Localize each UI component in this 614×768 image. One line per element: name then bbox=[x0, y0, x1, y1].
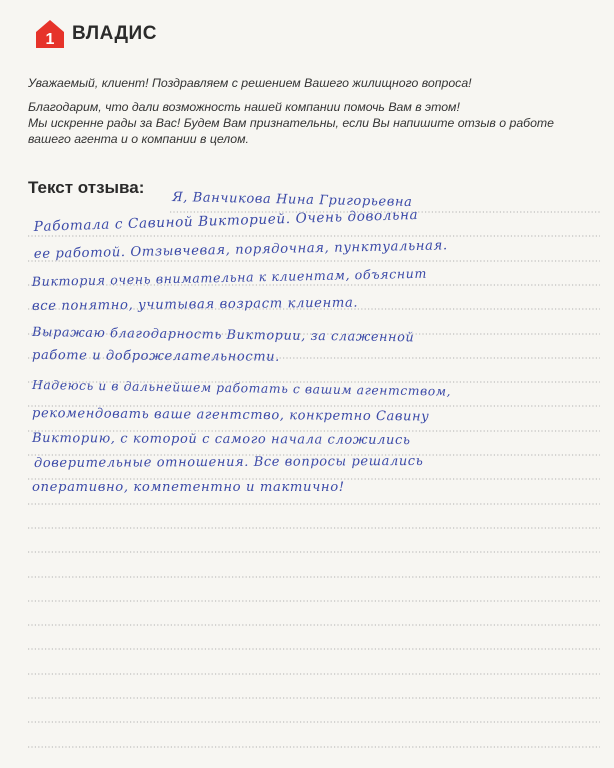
handwriting-line: оперативно, компетентно и тактично! bbox=[32, 480, 345, 495]
handwriting-line: Я, Ванчикова Нина Григорьевна bbox=[172, 190, 413, 211]
thanks-line-1: Благодарим, что дали возможность нашей компании помочь Вам в этом! bbox=[28, 100, 460, 114]
greeting-line: Уважаемый, клиент! Поздравляем с решением Вашего жилищного вопроса! bbox=[28, 76, 472, 90]
handwriting-line: ее работой. Отзывчевая, порядочная, пунктуальная. bbox=[33, 238, 448, 262]
handwriting-line: рекомендовать ваше агентство, конкретно Савину bbox=[32, 406, 430, 425]
review-heading: Текст отзыва: bbox=[28, 178, 145, 197]
handwriting-line: Работала с Савиной Викторией. Очень довольна bbox=[33, 206, 419, 235]
handwriting-line: Надеюсь и в дальнейшем работать с вашим агентством, bbox=[32, 378, 452, 399]
logo-text: ВЛАДИС bbox=[72, 23, 157, 44]
handwriting-line: Виктория очень внимательна к клиентам, объяснит bbox=[31, 265, 428, 289]
handwriting-line: работе и доброжелательности. bbox=[32, 348, 280, 365]
thanks-line-2: Мы искренне рады за Вас! Будем Вам признательны, если Вы напишите отзыв о работе bbox=[28, 116, 555, 130]
handwriting-line: все понятно, учитывая возраст клиента. bbox=[31, 295, 359, 314]
logo-digit: 1 bbox=[45, 31, 55, 48]
handwriting-line: Викторию, с которой с самого начала сложились bbox=[32, 431, 411, 448]
thanks-line-3: вашего агента и о компании в целом. bbox=[28, 132, 249, 146]
handwriting-line: Выражаю благодарность Виктории, за слаженной bbox=[32, 325, 415, 346]
handwriting-line: доверительные отношения. Все вопросы решались bbox=[33, 453, 424, 471]
